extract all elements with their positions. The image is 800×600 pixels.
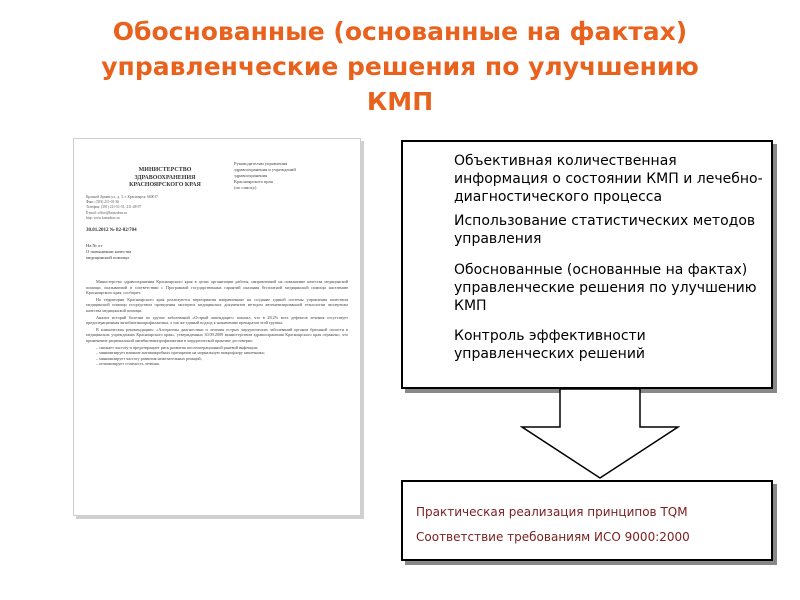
document-bullet: – оптимизирует стоимость лечения. [96,361,348,367]
principle-item: Обоснованные (основанные на фактах) управленческие решения по улучшению КМП [454,262,757,314]
slide-title [40,14,760,119]
principle-item: Объективная количественная информация о состоянии КМП и лечебно- диагностического процесса [454,153,763,205]
title-line-1: Обоснованные (основанные на фактах) [112,17,688,46]
document-bullet: – минимизирует частоту развития нежелательных реакций; [96,356,348,362]
document-bullet: – минимизирует влияние антимикробных препаратов на нормальную микрофлору кишечника; [96,350,348,356]
title-line-2: управленческие решения по улучшению [101,52,699,81]
down-arrow-icon [520,389,680,480]
result-box [401,480,773,561]
document-body [86,279,348,367]
document-scan [73,138,361,516]
document-paragraph: Анализ историй болезни по группе заболеваний «Острый аппендицит» показал, что в 28,2% всех дефектов лечения отсутствует предоперационная антибиотикопрофилактика, а так же единый подход к назначению препаратов этой группы. [86,314,348,326]
document-bullet: – снижает частоту и предотвращает риск развития послеоперационной раневой инфекции; [96,345,348,351]
principle-item: Использование статистических методов управления [454,213,756,247]
document-date: 30.01.2012 № 82-02/704 [86,228,137,233]
document-paragraph: На территории Красноярского края реализуются мероприятия направленные на создание единой системы управления качеством медицинской помощи посредством проведения экспертиз медицинских документов методом автоматизированной технологии экспертизы качества медицинской помощи. [86,296,348,313]
result-line-iso: Соответствие требованиям ИСО 9000:2000 [416,530,690,544]
title-line-3: КМП [366,87,434,116]
document-bullet-list [86,345,348,367]
document-subject: На № от О повышении качества медицинской помощи [86,243,132,260]
document-paragraph: Министерство здравоохранения Красноярского края в целях организации работы, направленной на повышение качества медицинской помощи, оказываемой в соответствии с Программой государственных гарантий оказания бесплатной медицинской помощи населению Красноярского края, сообщает. [86,279,348,296]
document-ministry-header: МИНИСТЕРСТВО ЗДРАВООХРАНЕНИЯ КРАСНОЯРСКОГО КРАЯ [129,167,201,188]
principle-item: Контроль эффективности управленческих решений [454,328,646,362]
result-line-tqm: Практическая реализация принципов TQM [416,505,688,519]
document-paragraph: В клинических рекомендациях: «Алгоритмы диагностики и лечения острых хирургических заболеваний органов брюшной полости в медицинских учреждениях Красноярского края», утвержденных 30.09.2009 министерством здравоохранения Красноярского края отражено, что применение рациональной антибиотикопрофилактики в хирургической практике достоверно: [86,326,348,343]
document-address: Красной Армии ул., д. 3, г. Красноярск, 660017 Факс: (391) 211-01-36 Телефон: (391) 211-51-51, 211-48-97 E-mail: office@kraszdrav.ru http: www.kraszdrav.ru [86,195,158,220]
document-recipient: Руководителям управления здравоохранения и учреждений здравоохранения Красноярского края (по списку) [234,161,296,190]
principles-box [401,140,773,389]
